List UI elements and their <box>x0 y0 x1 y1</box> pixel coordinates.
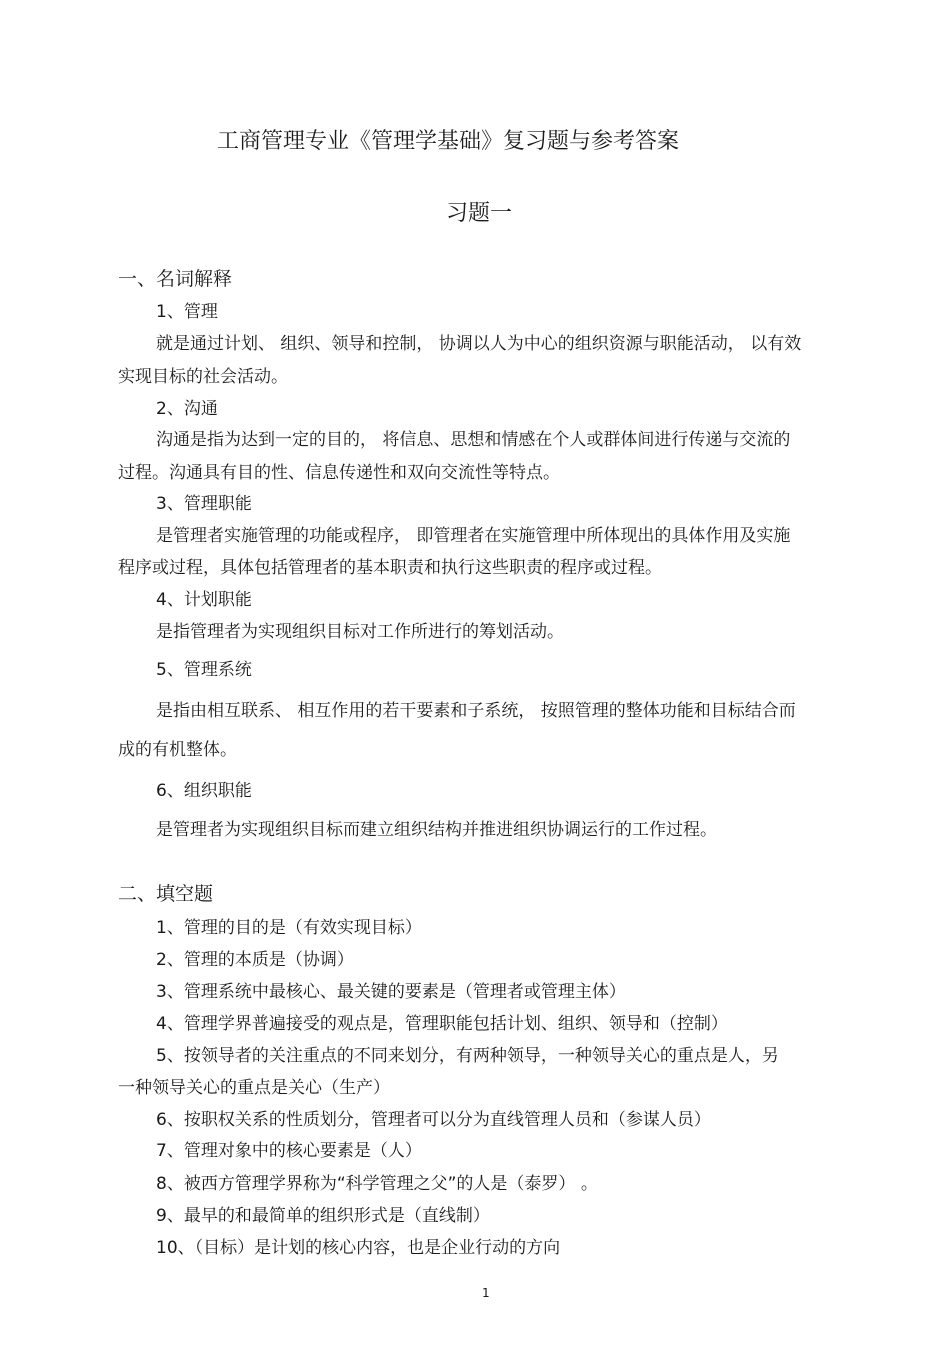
page-title: 工商管理专业《管理学基础》复习题与参考答案 <box>217 129 680 154</box>
term-label: 2、沟通 <box>156 399 218 419</box>
definition-line: 是管理者实施管理的功能或程序， 即管理者在实施管理中所体现出的具体作用及实施 <box>156 526 791 546</box>
fill-in-item: 1、管理的目的是（有效实现目标） <box>156 918 422 938</box>
term-label: 1、管理 <box>156 302 218 322</box>
term-label: 6、组织职能 <box>156 781 252 801</box>
fill-in-item: 5、按领导者的关注重点的不同来划分，有两种领导，一种领导关心的重点是人，另 <box>156 1046 779 1066</box>
definition-line: 程序或过程，具体包括管理者的基本职责和执行这些职责的程序或过程。 <box>118 558 662 578</box>
term-label: 4、计划职能 <box>156 590 252 610</box>
fill-in-item: 9、最早的和最简单的组织形式是（直线制） <box>156 1206 490 1226</box>
fill-in-item: 2、管理的本质是（协调） <box>156 950 354 970</box>
fill-in-item-continuation: 一种领导关心的重点是关心（生产） <box>118 1078 390 1098</box>
definition-line: 沟通是指为达到一定的目的， 将信息、思想和情感在个人或群体间进行传递与交流的 <box>156 430 791 450</box>
definition-line: 是指管理者为实现组织目标对工作所进行的筹划活动。 <box>156 622 564 642</box>
page-subtitle: 习题一 <box>446 201 513 226</box>
fill-in-item: 8、被西方管理学界称为“科学管理之父”的人是（泰罗） 。 <box>156 1174 598 1194</box>
fill-in-item: 6、按职权关系的性质划分，管理者可以分为直线管理人员和（参谋人员） <box>156 1110 711 1130</box>
fill-in-item: 10、（目标）是计划的核心内容，也是企业行动的方向 <box>156 1238 561 1258</box>
definition-line: 过程。沟通具有目的性、信息传递性和双向交流性等特点。 <box>118 463 560 483</box>
definition-line: 成的有机整体。 <box>118 740 237 760</box>
fill-in-item: 7、管理对象中的核心要素是（人） <box>156 1141 422 1161</box>
term-label: 5、管理系统 <box>156 660 252 680</box>
definition-line: 就是通过计划、 组织、领导和控制， 协调以人为中心的组织资源与职能活动， 以有效 <box>156 334 802 354</box>
definition-line: 实现目标的社会活动。 <box>118 367 288 387</box>
page-number: 1 <box>482 1286 490 1300</box>
fill-in-item: 4、管理学界普遍接受的观点是，管理职能包括计划、组织、领导和（控制） <box>156 1014 728 1034</box>
section-heading: 二、填空题 <box>118 883 214 905</box>
section-heading: 一、名词解释 <box>118 268 233 290</box>
term-label: 3、管理职能 <box>156 494 252 514</box>
fill-in-item: 3、管理系统中最核心、最关键的要素是（管理者或管理主体） <box>156 982 626 1002</box>
definition-line: 是管理者为实现组织目标而建立组织结构并推进组织协调运行的工作过程。 <box>156 820 717 840</box>
definition-line: 是指由相互联系、 相互作用的若干要素和子系统， 按照管理的整体功能和目标结合而 <box>156 701 796 721</box>
